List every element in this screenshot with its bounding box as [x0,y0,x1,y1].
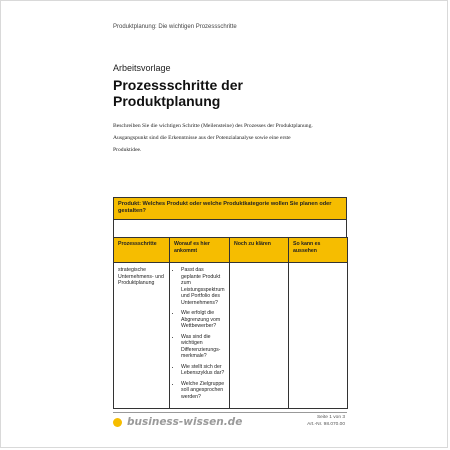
step-cell: strategische Unternehmens- und Produktplanung [114,263,170,409]
logo-dot-icon [113,418,122,427]
article-number: Art.-Nr. 98.070.00 [307,422,345,427]
open-points-cell[interactable] [230,263,289,409]
page-info [307,414,345,428]
list-item: • Wie erfolgt die Abgrenzung vom Wettbewerber? [181,310,225,330]
list-item: • Was sind die wichtigen Differenzierungs-merkmale? [181,334,225,360]
process-steps-table [113,237,348,409]
footer-divider [113,412,347,413]
key-points-list [174,267,225,400]
column-header-open-points: Noch zu klären [230,238,289,263]
page-number: Seite 1 von 3 [316,415,345,420]
logo-text: business-wissen.de [127,416,243,428]
key-points-cell [170,263,230,409]
brand-logo [113,416,242,428]
intro-paragraph: Beschreiben Sie die wichtigen Schritte (Meilensteine) des Prozesses der Produktplanung. Ausgangspunkt sind die Erkenntnisse aus der Potenzialanalyse sowie eine erste Produktidee. [113,123,313,153]
product-question: Produkt: Welches Produkt oder welche Produktkategorie wollen Sie planen oder gestalten? [114,198,346,220]
list-item: • Wie stellt sich der Lebenszyklus dar? [181,364,225,377]
list-item: • Passt das geplante Produkt zum Leistungsspektrum und Portfolio des Unternehmens? [181,267,225,306]
document-subtitle: Arbeitsvorlage [113,63,171,73]
example-cell[interactable] [289,263,348,409]
running-header: Produktplanung: Die wichtigen Prozessschritte [113,24,237,30]
column-header-example: So kann es aussehen [289,238,348,263]
column-header-key-points: Worauf es hier ankommt [170,238,230,263]
table-row [114,263,348,409]
table-header-row [114,238,348,263]
list-item: • Welche Zielgruppe soll angesprochen werden? [181,381,225,401]
column-header-steps: Prozessschritte [114,238,170,263]
document-title: Prozessschritte der Produktplanung [113,77,243,109]
